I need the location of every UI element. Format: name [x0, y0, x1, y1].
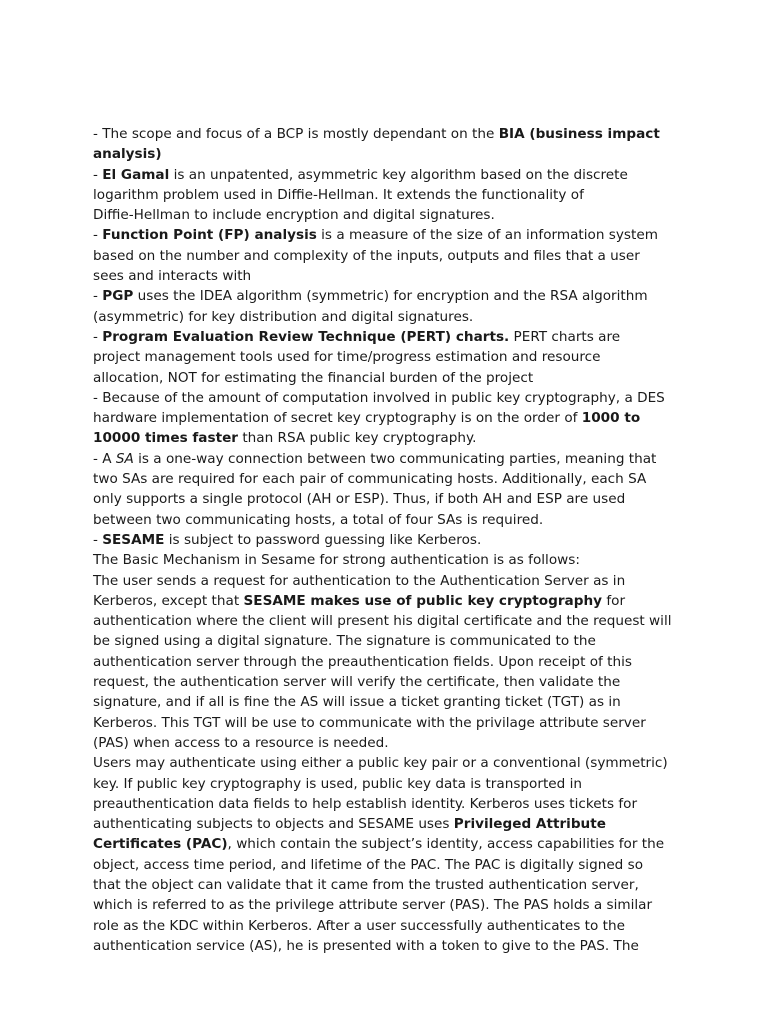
text-run: Users may authenticate using either a public key pair or a conventional (symmetric) [93, 755, 668, 772]
italic-term: SA [115, 450, 134, 467]
text-line [93, 794, 703, 814]
text-line [93, 834, 703, 854]
text-run: is a one-way connection between two communicating parties, meaning that [133, 450, 657, 467]
text-line [93, 672, 703, 692]
text-run: sees and interacts with [93, 268, 252, 285]
text-run: key. If public key cryptography is used, public key data is transported in [93, 775, 582, 792]
text-run: is a measure of the size of an information system [316, 227, 658, 244]
text-run: PERT charts are [509, 328, 621, 345]
text-run: - The scope and focus of a BCP is mostly dependant on the [93, 126, 499, 142]
text-line [93, 652, 703, 672]
document-body [93, 124, 703, 956]
text-run: based on the number and complexity of the inputs, outputs and files that a user [93, 247, 640, 264]
text-run: - [93, 227, 103, 244]
text-line [93, 510, 703, 530]
text-run: authentication service (AS), he is presented with a token to give to the PAS. The [93, 937, 639, 954]
text-line [93, 733, 703, 753]
text-line [93, 571, 703, 591]
text-line [93, 428, 703, 448]
text-run: role as the KDC within Kerberos. After a user successfully authenticates to the [93, 917, 625, 934]
text-run: authentication server through the preauthentication fields. Upon receipt of this [93, 653, 632, 670]
text-run: logarithm problem used in Diffie-Hellman. It extends the functionality of [93, 186, 584, 203]
text-line [93, 814, 703, 834]
text-run: The Basic Mechanism in Sesame for strong authentication is as follows: [93, 552, 580, 569]
text-line [93, 936, 703, 956]
text-run: is an unpatented, asymmetric key algorithm based on the discrete [169, 166, 628, 183]
text-run: only supports a single protocol (AH or ESP). Thus, if both AH and ESP are used [93, 491, 626, 508]
text-line [93, 550, 703, 570]
text-run: - [93, 531, 103, 548]
text-run: , which contain the subject’s identity, access capabilities for the [227, 836, 665, 853]
bold-term: 10000 times faster [93, 430, 238, 447]
bold-term: El Gamal [102, 166, 170, 183]
text-run: is subject to password guessing like Kerberos. [164, 531, 482, 548]
text-line [93, 449, 703, 469]
bold-term: PGP [102, 288, 134, 305]
text-line [93, 631, 703, 651]
text-run: - A [93, 450, 116, 467]
text-run: request, the authentication server will verify the certificate, then validate the [93, 674, 621, 691]
text-run: Kerberos, except that [93, 592, 244, 609]
text-line [93, 205, 703, 225]
text-run: (asymmetric) for key distribution and digital signatures. [93, 308, 474, 325]
text-line [93, 895, 703, 915]
text-line [93, 165, 703, 185]
bold-term: analysis) [93, 146, 162, 163]
text-run: (PAS) when access to a resource is needed. [93, 734, 389, 751]
text-line [93, 530, 703, 550]
bold-term: SESAME makes use of public key cryptography [243, 592, 603, 609]
text-line [93, 185, 703, 205]
text-line [93, 774, 703, 794]
text-line [93, 408, 703, 428]
text-line [93, 469, 703, 489]
text-line [93, 286, 703, 306]
text-line [93, 307, 703, 327]
bold-term: Certificates (PAC) [93, 836, 228, 853]
text-line [93, 327, 703, 347]
text-run: - [93, 166, 103, 183]
text-run: than RSA public key cryptography. [238, 430, 477, 447]
text-line [93, 611, 703, 631]
text-run: that the object can validate that it came from the trusted authentication server, [93, 876, 639, 893]
text-line [93, 692, 703, 712]
text-run: authentication where the client will present his digital certificate and the request will [93, 613, 672, 630]
text-run: preauthentication data fields to help establish identity. Kerberos uses tickets for [93, 795, 638, 812]
text-line [93, 347, 703, 367]
text-run: project management tools used for time/progress estimation and resource [93, 349, 601, 366]
text-run: - [93, 328, 103, 345]
text-line [93, 124, 703, 144]
text-run: object, access time period, and lifetime of the PAC. The PAC is digitally signed so [93, 856, 644, 873]
text-line [93, 246, 703, 266]
text-line [93, 753, 703, 773]
text-run: between two communicating hosts, a total of four SAs is required. [93, 511, 544, 528]
text-line [93, 266, 703, 286]
text-run: Kerberos. This TGT will be use to communicate with the privilage attribute server [93, 714, 646, 731]
bold-term: Function Point (FP) analysis [102, 227, 317, 244]
bold-term: SESAME [102, 531, 165, 548]
text-run: for [602, 592, 626, 609]
text-run: allocation, NOT for estimating the financial burden of the project [93, 369, 534, 386]
text-line [93, 916, 703, 936]
text-line [93, 388, 703, 408]
text-line [93, 489, 703, 509]
text-run: Diffie-Hellman to include encryption and digital signatures. [93, 207, 495, 224]
text-run: which is referred to as the privilege attribute server (PAS). The PAS holds a similar [93, 897, 653, 914]
text-line [93, 225, 703, 245]
text-run: - Because of the amount of computation involved in public key cryptography, a DES [93, 389, 665, 406]
bold-term: Privileged Attribute [453, 816, 606, 833]
text-line [93, 368, 703, 388]
bold-term: 1000 to [581, 410, 641, 427]
text-run: uses the IDEA algorithm (symmetric) for encryption and the RSA algorithm [133, 288, 648, 305]
text-run: The user sends a request for authentication to the Authentication Server as in [93, 572, 626, 589]
text-run: - [93, 288, 103, 305]
text-run: hardware implementation of secret key cryptography is on the order of [93, 410, 582, 427]
bold-term: BIA (business impact [498, 126, 660, 142]
text-run: authenticating subjects to objects and SESAME uses [93, 816, 454, 833]
text-run: signature, and if all is fine the AS will issue a ticket granting ticket (TGT) as in [93, 694, 621, 711]
text-line [93, 591, 703, 611]
text-line [93, 713, 703, 733]
text-line [93, 144, 703, 164]
text-line [93, 855, 703, 875]
text-run: two SAs are required for each pair of communicating hosts. Additionally, each SA [93, 471, 647, 488]
text-line [93, 875, 703, 895]
bold-term: Program Evaluation Review Technique (PERT) charts. [102, 328, 510, 345]
text-run: be signed using a digital signature. The signature is communicated to the [93, 633, 596, 650]
